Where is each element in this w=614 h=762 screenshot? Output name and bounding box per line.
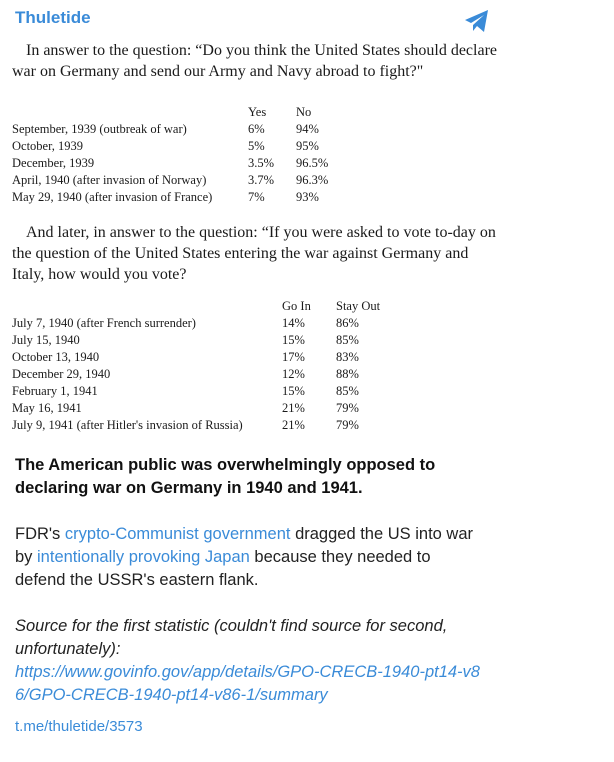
poll-table-1 <box>12 104 356 206</box>
crypto-communist-link[interactable]: crypto-Communist government <box>64 525 291 543</box>
paragraph-text: FDR's <box>15 525 65 543</box>
no-value: 96.5% <box>296 156 329 170</box>
row-label: December 29, 1940 <box>12 367 111 381</box>
table-row <box>12 417 396 434</box>
table-header-go-in: Go In <box>282 299 311 313</box>
table-row <box>12 189 356 206</box>
stay-out-value: 85% <box>336 384 359 398</box>
table-row <box>12 155 356 172</box>
yes-value: 3.5% <box>248 156 275 170</box>
table-row <box>12 349 396 366</box>
stay-out-value: 83% <box>336 350 359 364</box>
paragraph-text: because they needed to defend the USSR's eastern flank. <box>15 548 431 589</box>
table-row <box>12 172 356 189</box>
row-label: April, 1940 (after invasion of Norway) <box>12 173 207 187</box>
row-label: October 13, 1940 <box>12 350 100 364</box>
post-link[interactable]: t.me/thuletide/3573 <box>15 718 143 735</box>
table-header-stay-out: Stay Out <box>336 299 381 313</box>
yes-value: 3.7% <box>248 173 275 187</box>
row-label: February 1, 1941 <box>12 384 98 398</box>
go-in-value: 21% <box>282 418 305 432</box>
go-in-value: 15% <box>282 384 305 398</box>
no-value: 94% <box>296 122 319 136</box>
go-in-value: 12% <box>282 367 305 381</box>
row-label: May 29, 1940 (after invasion of France) <box>12 190 213 204</box>
stay-out-value: 79% <box>336 401 359 415</box>
table-header-row <box>12 298 396 315</box>
go-in-value: 14% <box>282 316 305 330</box>
question-2: And later, in answer to the question: “If you were asked to vote to-day on the question of the United States entering the war against Germany and Italy, how would you vote? <box>12 224 496 283</box>
go-in-value: 15% <box>282 333 305 347</box>
table-row <box>12 400 396 417</box>
no-value: 93% <box>296 190 319 204</box>
row-label: October, 1939 <box>12 139 84 153</box>
row-label: July 15, 1940 <box>12 333 80 347</box>
question-1: In answer to the question: “Do you think the United States should declare war on Germany and send our Army and Navy abroad to fight?" <box>12 42 498 80</box>
table-header-row <box>12 104 356 121</box>
no-value: 95% <box>296 139 319 153</box>
row-label: May 16, 1941 <box>12 401 82 415</box>
go-in-value: 21% <box>282 401 305 415</box>
message-body <box>15 454 485 707</box>
telegram-icon[interactable] <box>462 6 492 36</box>
source-url-link[interactable]: https://www.govinfo.gov/app/details/GPO-CRECB-1940-pt14-v86/GPO-CRECB-1940-pt14-v86-1/summary <box>15 663 480 704</box>
table-row <box>12 138 356 155</box>
source-note: Source for the first statistic (couldn't find source for second, unfortunately): <box>15 617 448 658</box>
stay-out-value: 88% <box>336 367 359 381</box>
row-label: September, 1939 (outbreak of war) <box>12 122 187 136</box>
row-label: July 9, 1941 (after Hitler's invasion of Russia) <box>12 418 243 432</box>
paragraph-text: dragged the US into war by <box>15 525 474 566</box>
go-in-value: 17% <box>282 350 305 364</box>
scanned-document <box>12 40 512 432</box>
provoking-japan-link[interactable]: intentionally provoking Japan <box>37 548 250 566</box>
table-row <box>12 366 396 383</box>
poll-table-2 <box>12 298 396 434</box>
table-row <box>12 383 396 400</box>
no-value: 96.3% <box>296 173 329 187</box>
yes-value: 7% <box>248 190 265 204</box>
table-header <box>12 104 248 121</box>
message-headline: The American public was overwhelmingly opposed to declaring war on Germany in 1940 and 1941. <box>15 456 436 497</box>
table-row <box>12 332 396 349</box>
table-header-no: No <box>296 105 312 119</box>
channel-name[interactable]: Thuletide <box>15 8 91 27</box>
table-header-yes: Yes <box>248 105 267 119</box>
table-header <box>12 298 282 315</box>
row-label: December, 1939 <box>12 156 95 170</box>
stay-out-value: 79% <box>336 418 359 432</box>
yes-value: 6% <box>248 122 265 136</box>
table-row <box>12 315 396 332</box>
yes-value: 5% <box>248 139 265 153</box>
row-label: July 7, 1940 (after French surrender) <box>12 316 196 330</box>
stay-out-value: 85% <box>336 333 359 347</box>
table-row <box>12 121 356 138</box>
message-paragraph <box>15 523 485 592</box>
stay-out-value: 86% <box>336 316 359 330</box>
